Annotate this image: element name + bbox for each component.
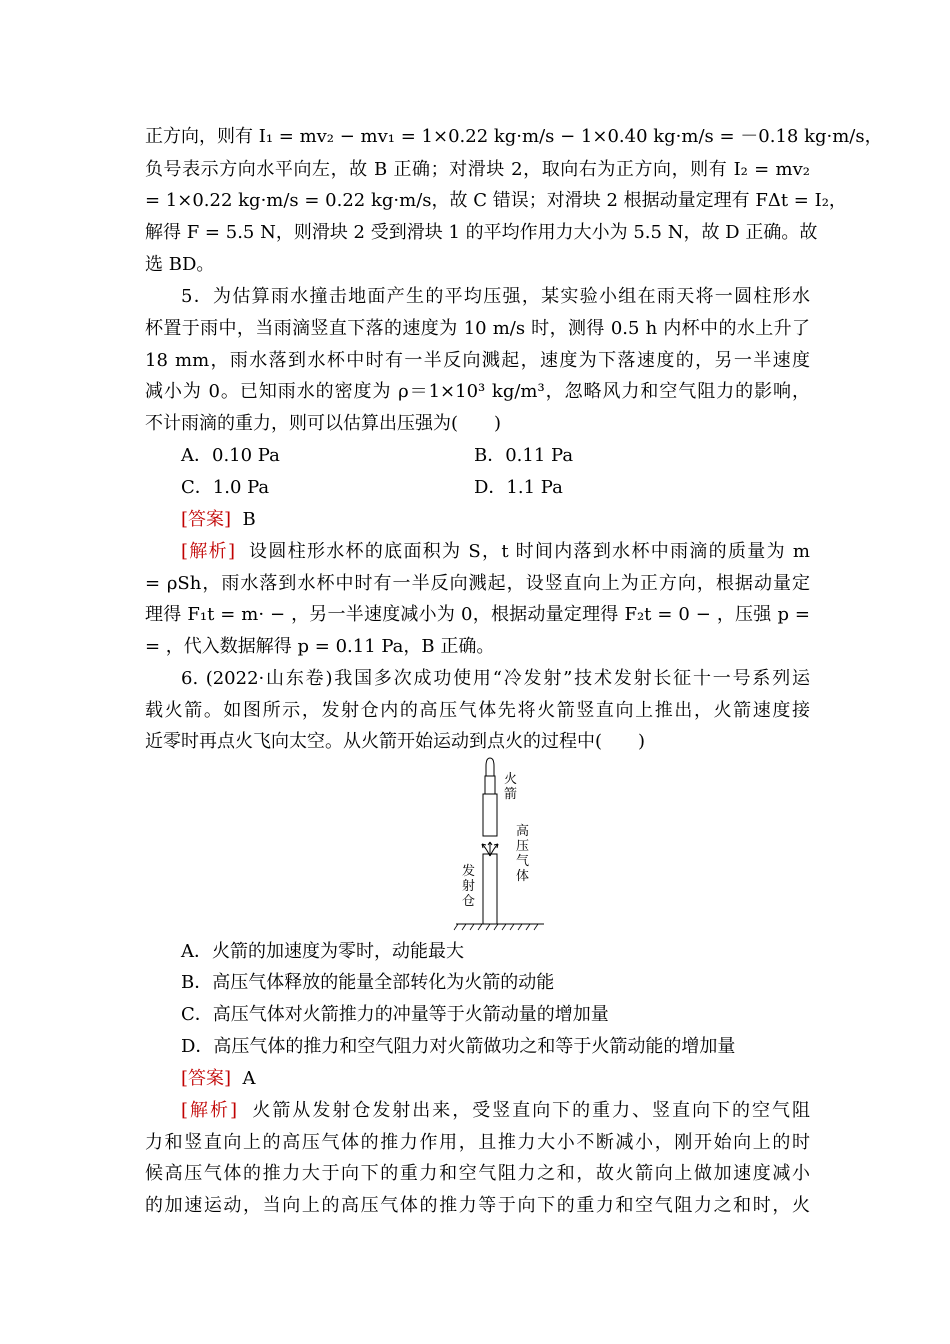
q5-analysis-line: 理得 F₁t = m· − ，另一半速度减小为 0，根据动量定理得 F₂t = 0 − ，压强 p = (145, 604, 810, 625)
q5-stem-line: 5．为估算雨水撞击地面产生的平均压强，某实验小组在雨天将一圆柱形水 (181, 286, 810, 307)
q6-stem-line: 近零时再点火飞向太空。从火箭开始运动到点火的过程中( ) (145, 731, 646, 752)
q5-analysis-line: = ，代入数据解得 p = 0.11 Pa，B 正确。 (145, 636, 495, 657)
q5-stem-line: 杯置于雨中，当雨滴竖直下落的速度为 10 m/s 时，测得 0.5 h 内杯中的水上升了 (145, 318, 810, 339)
q5-analysis-line (181, 537, 810, 567)
q6-option-c: C．高压气体对火箭推力的冲量等于火箭动量的增加量 (181, 1004, 609, 1025)
q6-option-a: A．火箭的加速度为零时，动能最大 (181, 941, 464, 962)
analysis-tag: [解析] (181, 1100, 237, 1121)
analysis-tag: [解析] (181, 541, 235, 562)
rocket-figure (448, 756, 548, 936)
q6-option-b: B．高压气体释放的能量全部转化为火箭的动能 (181, 972, 555, 993)
label-rocket: 火箭 (504, 772, 518, 802)
q6-option-d: D．高压气体的推力和空气阻力对火箭做功之和等于火箭动能的增加量 (181, 1036, 736, 1057)
q5-analysis-line: = ρSh，雨水落到水杯中时有一半反向溅起，设竖直向上为正方向，根据动量定 (145, 573, 810, 594)
text-line: = 1×0.22 kg·m/s = 0.22 kg·m/s，故 C 错误；对滑块 2 根据动量定理有 FΔt = I₂， (145, 190, 847, 211)
q6-analysis-line: 候高压气体的推力大于向下的重力和空气阻力之和，故火箭向上做加速度减小 (145, 1163, 810, 1184)
q5-option-a: A．0.10 Pa (181, 445, 280, 466)
ground-hatch (454, 924, 538, 930)
answer-value: A (242, 1068, 256, 1089)
q5-stem-line: 18 mm，雨水落到水杯中时有一半反向溅起，速度为下落速度的，另一半速度 (145, 350, 810, 371)
answer-tag: [答案] (181, 509, 232, 530)
q5-answer (181, 505, 256, 535)
rocket-upper-body (485, 776, 495, 794)
text-line: 解得 F = 5.5 N，则滑块 2 受到滑块 1 的平均作用力大小为 5.5 N，故 D 正确。故 (145, 222, 818, 243)
q6-analysis-line: 的加速运动，当向上的高压气体的推力等于向下的重力和空气阻力之和时，火 (145, 1195, 810, 1216)
text-line: 选 BD。 (145, 254, 215, 275)
label-silo: 发射仓 (462, 864, 476, 909)
q5-option-c: C．1.0 Pa (181, 477, 270, 498)
q5-stem-line: 不计雨滴的重力，则可以估算出压强为( ) (145, 413, 502, 434)
q6-analysis-line (181, 1096, 810, 1126)
q6-analysis-line: 力和竖直向上的高压气体的推力作用，且推力大小不断减小，刚开始向上的时 (145, 1132, 810, 1153)
rocket-lower-body (483, 794, 497, 836)
q5-option-d: D．1.1 Pa (474, 477, 563, 498)
analysis-text: 设圆柱形水杯的底面积为 S，t 时间内落到水杯中雨滴的质量为 m (249, 541, 811, 562)
q5-stem-line: 减小为 0。已知雨水的密度为 ρ＝1×10³ kg/m³，忽略风力和空气阻力的影响， (145, 381, 810, 402)
q6-stem-line: 载火箭。如图所示，发射仓内的高压气体先将火箭竖直向上推出，火箭速度接 (145, 700, 810, 721)
q6-stem-line: 6. (2022·山东卷)我国多次成功使用“冷发射”技术发射长征十一号系列运 (181, 668, 810, 689)
label-gas: 高压气体 (516, 824, 530, 884)
answer-tag: [答案] (181, 1068, 232, 1089)
q5-option-b: B．0.11 Pa (474, 445, 574, 466)
text-line: 正方向，则有 I₁ = mv₂ − mv₁ = 1×0.22 kg·m/s − 1×0.40 kg·m/s = －0.18 kg·m/s， (145, 126, 883, 147)
analysis-text: 火箭从发射仓发射出来，受竖直向下的重力、竖直向下的空气阻 (252, 1100, 810, 1121)
silo-tube (483, 854, 497, 924)
text-line: 负号表示方向水平向左，故 B 正确；对滑块 2，取向右为正方向，则有 I₂ = mv₂ (145, 159, 810, 180)
answer-value: B (242, 509, 256, 530)
q6-answer (181, 1064, 256, 1094)
rocket-nose-icon (486, 758, 494, 776)
